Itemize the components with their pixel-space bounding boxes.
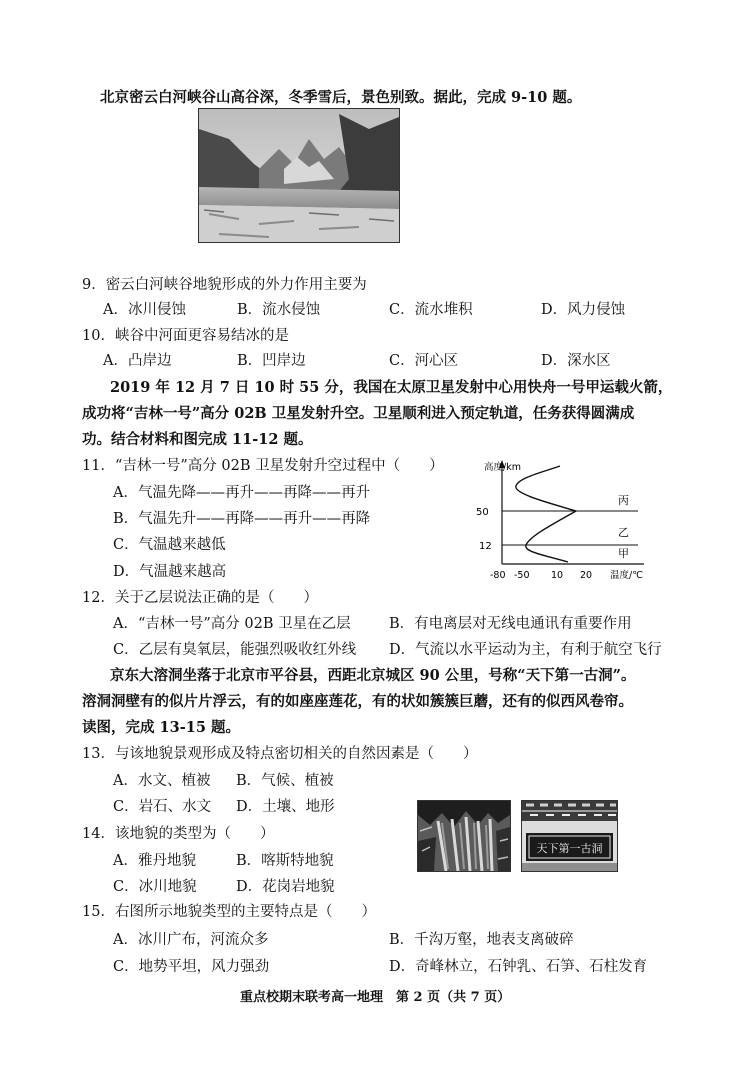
question-9-option-d: D．风力侵蚀 (541, 302, 626, 318)
question-11-option-d: D．气温越来越高 (113, 564, 227, 580)
question-15-option-c: C．地势平坦，风力强劲 (113, 959, 270, 975)
y-tick-50: 50 (476, 507, 489, 518)
question-13-option-b: B．气候、植被 (236, 773, 334, 789)
intro-text-13-15-line2: 溶洞洞壁有的似片片浮云，有的如座座莲花，有的状如簇簇巨蘑，还有的似西风卷帘。 (82, 693, 633, 710)
question-14-stem: 14．该地貌的类型为（ ） (82, 826, 275, 842)
intro-text-11-12-line3: 功。结合材料和图完成 11-12 题。 (82, 431, 313, 448)
question-15-stem: 15．右图所示地貌类型的主要特点是（ ） (82, 904, 376, 920)
question-9-option-a: A．冰川侵蚀 (103, 302, 186, 318)
x-tick-minus80: -80 (490, 570, 506, 581)
layer-label-bing: 丙 (618, 494, 629, 507)
intro-text-11-12-line2: 成功将“吉林一号”高分 02B 卫星发射升空。卫星顺利进入预定轨道，任务获得圆满成 (82, 405, 635, 422)
cave-sign-photo (521, 800, 618, 872)
question-10-option-c: C．河心区 (389, 353, 459, 369)
question-13-option-c: C．岩石、水文 (113, 799, 212, 815)
intro-text-13-15-line3: 读图，完成 13-15 题。 (82, 719, 240, 736)
question-13-stem: 13．与该地貌景观形成及特点密切相关的自然因素是（ ） (82, 746, 478, 762)
question-12-option-d: D．气流以水平运动为主，有利于航空飞行 (389, 642, 662, 658)
intro-text-9-10: 北京密云白河峡谷山高谷深，冬季雪后，景色别致。据此，完成 9-10 题。 (100, 89, 582, 106)
question-9-stem: 9．密云白河峡谷地貌形成的外力作用主要为 (82, 277, 367, 293)
question-14-option-a: A．雅丹地貌 (113, 853, 196, 869)
cave-sign-text: 天下第一古洞 (536, 842, 603, 855)
layer-label-jia: 甲 (618, 547, 629, 560)
x-tick-10: 10 (551, 570, 564, 581)
question-10-stem: 10．峡谷中河面更容易结冰的是 (82, 328, 289, 344)
question-14-option-c: C．冰川地貌 (113, 879, 197, 895)
layer-label-yi: 乙 (618, 526, 629, 539)
cave-formation-photo (417, 800, 511, 872)
question-9-option-b: B．流水侵蚀 (237, 302, 321, 318)
question-13-option-a: A．水文、植被 (113, 773, 211, 789)
question-15-option-b: B．千沟万壑，地表支离破碎 (389, 932, 574, 948)
x-axis-label: 温度/℃ (610, 570, 643, 581)
question-15-option-a: A．冰川广布，河流众多 (113, 932, 269, 948)
temperature-curve (516, 466, 576, 562)
page-footer: 重点校期末联考高一地理 第 2 页（共 7 页） (240, 990, 511, 1005)
question-14-option-b: B．喀斯特地貌 (236, 853, 334, 869)
question-10-option-a: A．凸岸边 (103, 353, 172, 369)
question-11-option-a: A．气温先降——再升——再降——再升 (113, 485, 370, 501)
question-10-option-b: B．凹岸边 (237, 353, 306, 369)
question-12-stem: 12．关于乙层说法正确的是（ ） (82, 590, 318, 606)
question-15-option-d: D．奇峰林立，石钟乳、石笋、石柱发育 (389, 959, 648, 975)
question-11-stem: 11．“吉林一号”高分 02B 卫星发射升空过程中（ ） (82, 458, 444, 474)
question-11-option-b: B．气温先升——再降——再升——再降 (113, 511, 371, 527)
question-12-option-b: B．有电离层对无线电通讯有重要作用 (389, 616, 632, 632)
intro-text-13-15-line1: 京东大溶洞坐落于北京市平谷县，西距北京城区 90 公里，号称“天下第一古洞”。 (110, 667, 636, 684)
question-9-option-c: C．流水堆积 (389, 302, 473, 318)
question-11-option-c: C．气温越来越低 (113, 537, 226, 553)
question-12-option-c: C．乙层有臭氧层，能强烈吸收红外线 (113, 642, 357, 658)
x-tick-minus50: -50 (514, 570, 530, 581)
question-14-option-d: D．花岗岩地貌 (236, 879, 335, 895)
question-12-option-a: A．“吉林一号”高分 02B 卫星在乙层 (113, 616, 351, 632)
canyon-photo (198, 108, 400, 243)
x-tick-20: 20 (580, 570, 593, 581)
question-10-option-d: D．深水区 (541, 353, 611, 369)
intro-text-11-12-line1: 2019 年 12 月 7 日 10 时 55 分，我国在太原卫星发射中心用快舟一号甲运载火箭， (110, 379, 673, 396)
atmosphere-layers-diagram (468, 456, 656, 586)
y-axis-label: 高度/km (484, 462, 521, 473)
y-tick-12: 12 (479, 541, 492, 552)
question-13-option-d: D．土壤、地形 (236, 799, 335, 815)
